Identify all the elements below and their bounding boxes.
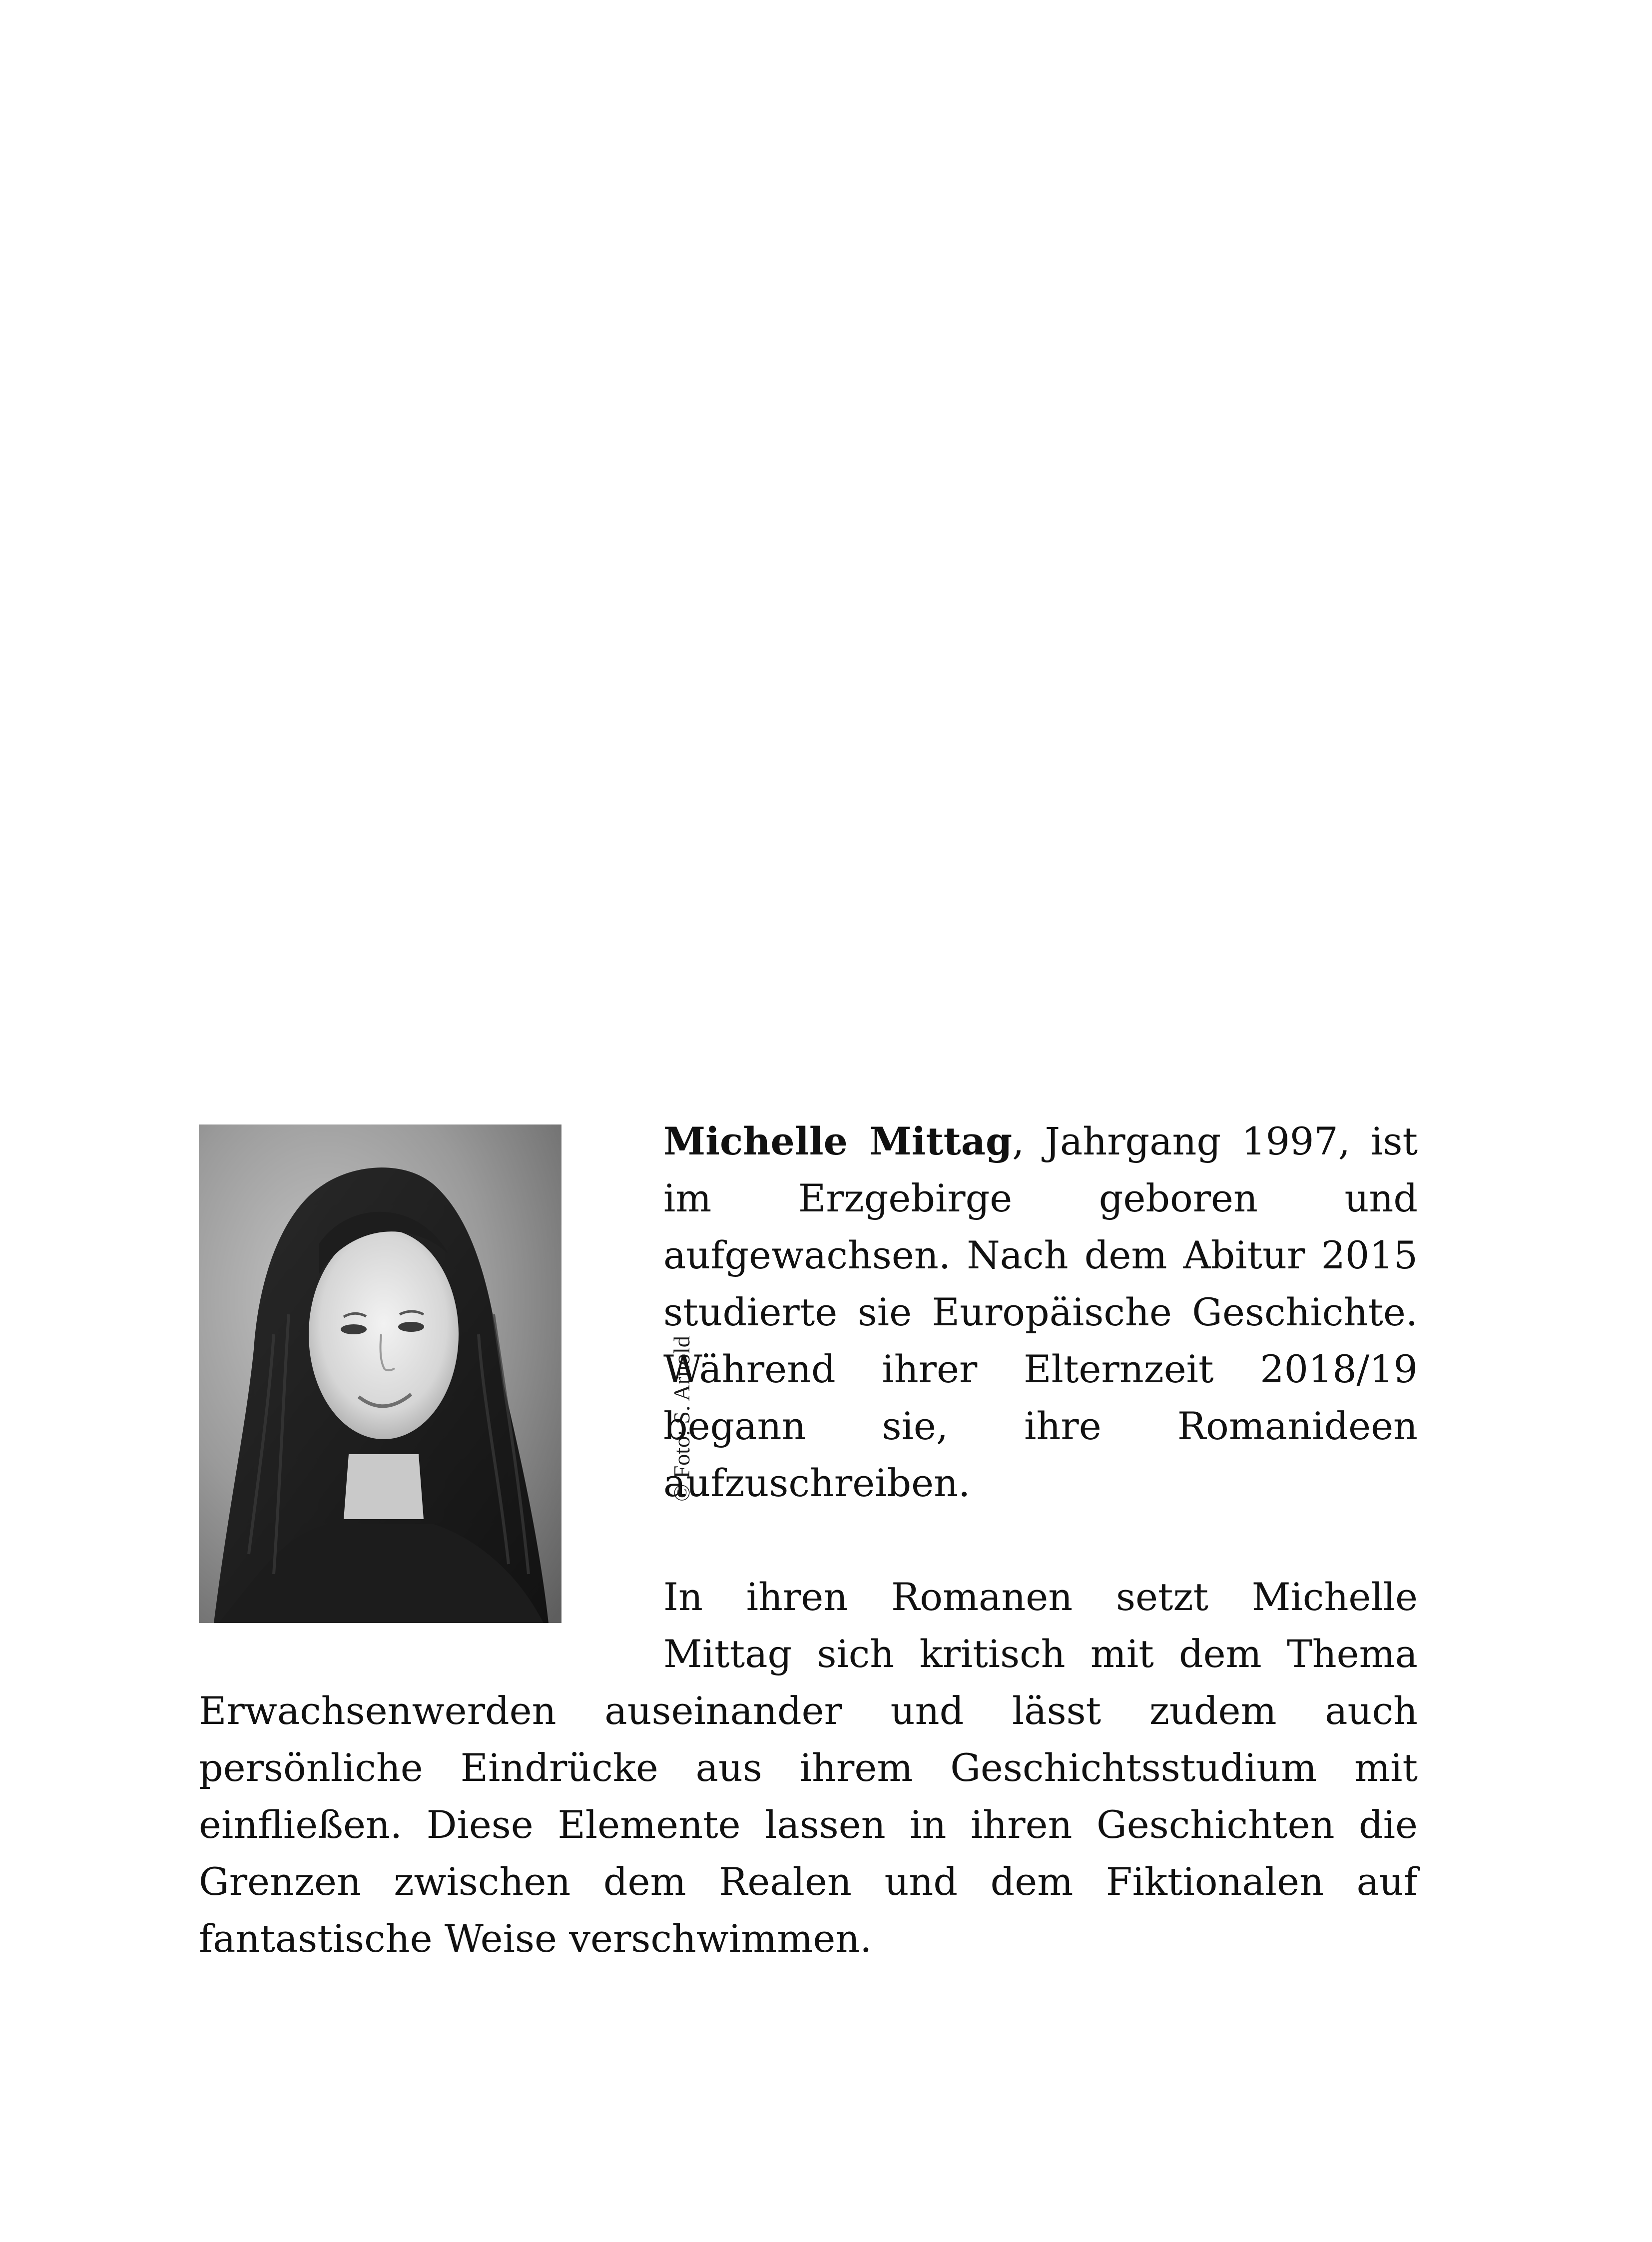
author-bio [199,1113,1418,1967]
bio-paragraph-1-text: , Jahrgang 1997, ist im Erzgebirge geboren und aufgewachsen. Nach dem Abitur 2015 studierte sie Europäische Geschichte. Während ihrer Elternzeit 2018/19 begann sie, ihre Romanideen aufzuschreiben. [663,1119,1418,1505]
bio-paragraph-2: In ihren Romanen setzt Michelle Mittag sich kritisch mit dem Thema Erwachsenwerden auseinander und lässt zudem auch persönliche Eindrücke aus ihrem Geschichtsstudium mit einfließen. Diese Elemente lassen in ihren Geschichten die Grenzen zwischen dem Realen und dem Fiktionalen auf fantastische Weise verschwimmen. [199,1575,1418,1961]
author-name: Michelle Mittag [663,1119,1013,1163]
photo-credit: © Foto: S. Arnold [669,1336,694,1502]
photo-wrap-spacer [199,1113,663,1658]
